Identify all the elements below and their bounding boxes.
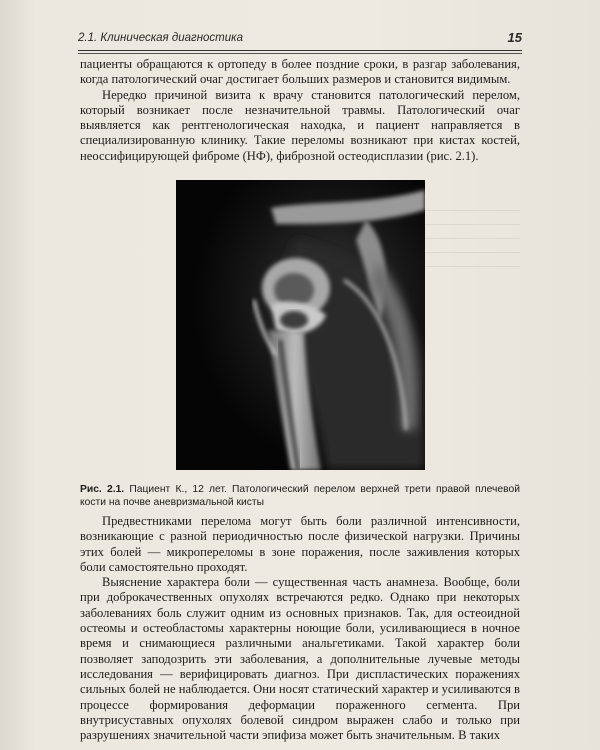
text-block-top	[80, 57, 520, 164]
caption-label: Рис. 2.1.	[80, 484, 125, 495]
paragraph: Нередко причиной визита к врачу становится патологический перелом, который возникает после незначительной травмы. Патологический очаг выявляется как рентгенологическая находка, и пациент направляется в специализированную клинику. Такие переломы возникают при кистах костей, неоссифицирующей фиброме (НФ), фиброзной остеодисплазии (рис. 2.1).	[80, 87, 520, 163]
page-number: 15	[507, 30, 522, 45]
paragraph: пациенты обращаются к ортопеду в более поздние сроки, в разгар заболевания, когда патологический очаг достигает больших размеров и становится видимым.	[80, 57, 520, 87]
text-block-bottom	[80, 514, 520, 743]
paragraph: Предвестниками перелома могут быть боли различной интенсивности, возникающие с разной периодичностью после физической нагрузки. Причины этих болей — микропереломы в зоне поражения, после заживления которых боли самостоятельно проходят.	[80, 514, 520, 574]
section-title: 2.1. Клиническая диагностика	[78, 32, 243, 44]
xray-image	[176, 180, 425, 470]
running-header	[78, 30, 522, 48]
show-through-text	[425, 210, 520, 280]
xray-figure	[176, 180, 425, 470]
header-rule-thin	[78, 53, 522, 54]
caption-text: Пациент К., 12 лет. Патологический перелом верхней трети правой плечевой кости на почве аневризмальной кисты	[80, 484, 520, 508]
paragraph: Выяснение характера боли — существенная часть анамнеза. Вообще, боли при доброкачественных опухолях встречаются редко. Однако при некоторых заболеваниях боль служит одним из основных признаков. Так, для остеоидной остеомы и остеобластомы характерны ноющие боли, усиливающиеся в ночное время и снимающиеся различными анальгетиками. Такой характер боли позволяет заподозрить эти заболевания, а дополнительные лучевые методы исследования — верифицировать диагноз. При диспластических поражениях сильных болей не наблюдается. Они носят статический характер и усиливаются в процессе формирования деформации пораженного сегмента. При внутрисуставных опухолях болевой синдром выражен слабо и только при разрушениях значительной части эпифиза может быть значительным. В таких	[80, 575, 520, 743]
figure-caption	[80, 483, 520, 509]
header-rule	[78, 50, 522, 51]
